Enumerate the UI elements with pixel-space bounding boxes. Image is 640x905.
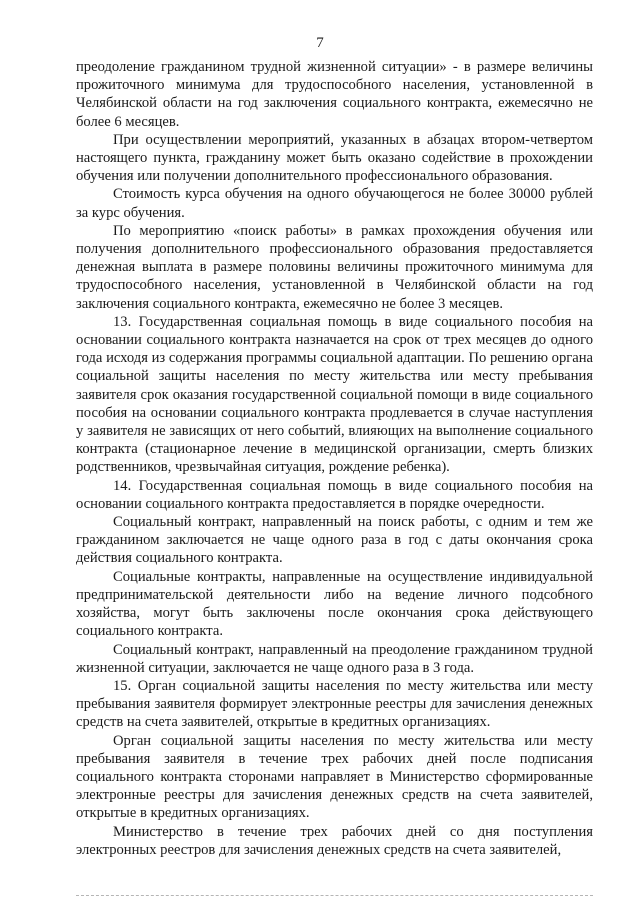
paragraph-3: Стоимость курса обучения на одного обучающегося не более 30000 рублей за курс обучения. xyxy=(76,186,593,221)
paragraph-12: Министерство в течение трех рабочих дней со дня поступления электронных реестров для зачисления денежных средств на счета заявителей, xyxy=(76,823,593,858)
paragraph-11: Орган социальной защиты населения по месту жительства или месту пребывания заявителя в течение трех рабочих дней после подписания социального контракта сторонами направляет в Министерство сформированные электронные реестры для зачисления денежных средств на счета заявителей, открытые в кредитных организациях. xyxy=(76,732,593,822)
paragraph-7: Социальный контракт, направленный на поиск работы, с одним и тем же гражданином заключается не чаще одного раза в год с даты окончания срока действия социального контракта. xyxy=(76,514,593,567)
paragraph-1: преодоление гражданином трудной жизненной ситуации» - в размере величины прожиточного минимума для трудоспособного населения, установленной в Челябинской области на год заключения социального контракта, ежемесячно не более 6 месяцев. xyxy=(76,59,593,130)
paragraph-9: Социальный контракт, направленный на преодоление гражданином трудной жизненной ситуации, заключается не чаще одного раза в 3 года. xyxy=(76,641,593,676)
paragraph-6: 14. Государственная социальная помощь в виде социального пособия на основании социального контракта предоставляется в порядке очередности. xyxy=(76,477,593,512)
paragraph-2: При осуществлении мероприятий, указанных в абзацах втором-четвертом настоящего пункта, гражданину может быть оказано содействие в прохождении обучения или получении дополнительного профессионального образования. xyxy=(76,131,593,185)
page-number: 7 xyxy=(316,35,324,51)
paragraph-5: 13. Государственная социальная помощь в виде социального пособия на основании социального контракта назначается на срок от трех месяцев до одного года исходя из содержания программы социальной адаптации. По решению органа социальной защиты населения по месту жительства или месту пребывания заявителя срок оказания государственной социальной помощи в виде социального пособия на основании социального контракта продлевается в случае наступления у заявителя не зависящих от него событий, влияющих на выполнение социального контракта (стационарное лечение в медицинской организации, смерть близких родственников, чрезвычайная ситуация, рождение ребенка). xyxy=(76,313,593,476)
paragraph-10: 15. Орган социальной защиты населения по месту жительства или месту пребывания заявителя формирует электронные реестры для зачисления денежных средств на счета заявителей, открытые в кредитных организациях. xyxy=(76,677,593,731)
bottom-scan-line xyxy=(76,895,593,896)
document-body xyxy=(76,58,593,859)
paragraph-4: По мероприятию «поиск работы» в рамках прохождения обучения или получения дополнительного профессионального образования предоставляется денежная выплата в размере половины величины прожиточного минимума для трудоспособного населения, установленной в Челябинской области на год заключения социального контракта, ежемесячно не более 3 месяцев. xyxy=(76,222,593,312)
paragraph-8: Социальные контракты, направленные на осуществление индивидуальной предпринимательской деятельности либо на ведение личного подсобного хозяйства, могут быть заключены после окончания срока действующего социального контракта. xyxy=(76,568,593,640)
